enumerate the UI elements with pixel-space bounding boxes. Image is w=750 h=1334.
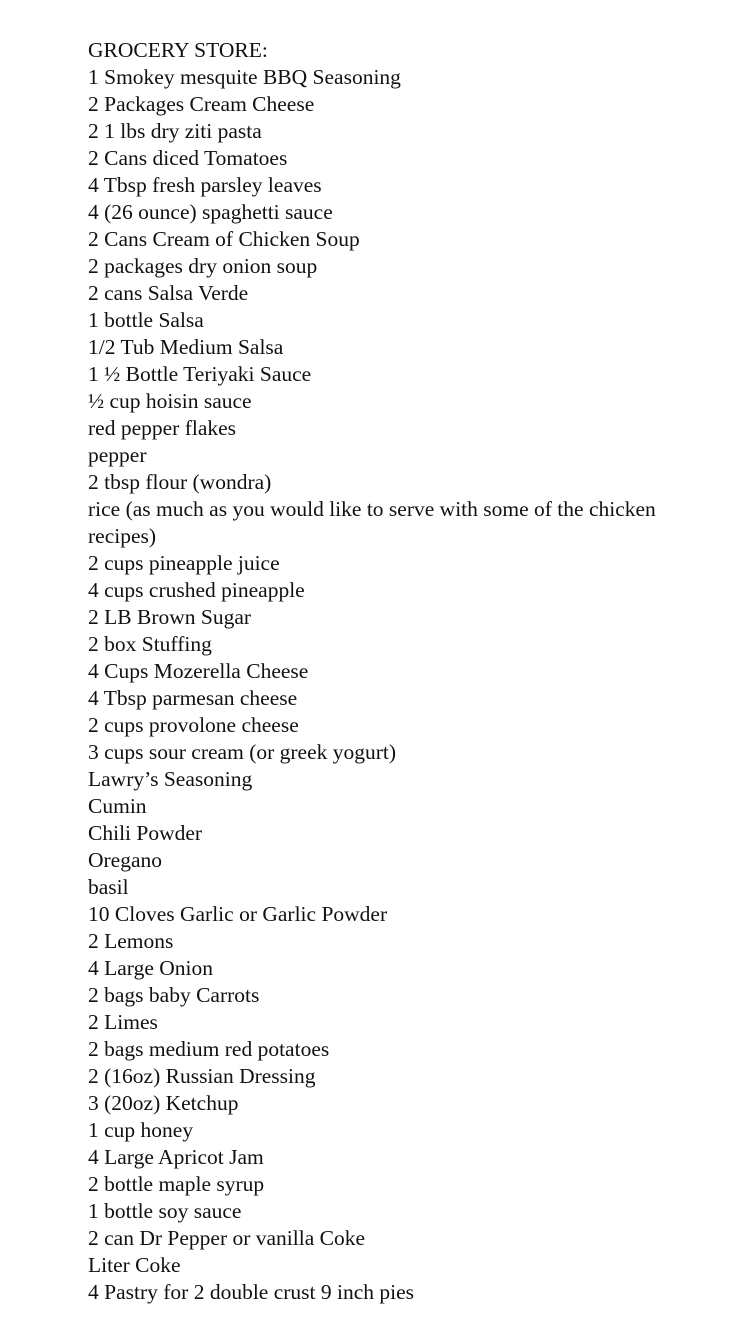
list-item: 2 (16oz) Russian Dressing: [88, 1064, 316, 1088]
list-item: 2 LB Brown Sugar: [88, 605, 252, 629]
list-item: ½ cup hoisin sauce: [88, 389, 252, 413]
list-item: Cumin: [88, 794, 147, 818]
list-heading: GROCERY STORE:: [88, 38, 268, 62]
list-item: pepper: [88, 443, 147, 467]
grocery-list-document: [88, 37, 688, 1306]
list-item: 2 tbsp flour (wondra): [88, 470, 272, 494]
list-item: 10 Cloves Garlic or Garlic Powder: [88, 902, 388, 926]
list-item: 2 Packages Cream Cheese: [88, 92, 315, 116]
list-item: 4 Tbsp fresh parsley leaves: [88, 173, 322, 197]
list-item: 2 packages dry onion soup: [88, 254, 318, 278]
grocery-items: [88, 64, 688, 1306]
list-item: 2 Cans Cream of Chicken Soup: [88, 227, 360, 251]
list-item: 1 bottle soy sauce: [88, 1199, 242, 1223]
list-item: 2 Limes: [88, 1010, 158, 1034]
list-item: 2 Cans diced Tomatoes: [88, 146, 288, 170]
list-item: 4 Large Apricot Jam: [88, 1145, 264, 1169]
list-item: 1 bottle Salsa: [88, 308, 204, 332]
list-item: 4 Large Onion: [88, 956, 213, 980]
list-item: red pepper flakes: [88, 416, 237, 440]
list-item: 2 cups provolone cheese: [88, 713, 299, 737]
list-item: 4 (26 ounce) spaghetti sauce: [88, 200, 333, 224]
list-item: 1 ½ Bottle Teriyaki Sauce: [88, 362, 312, 386]
list-item: 4 Tbsp parmesan cheese: [88, 686, 298, 710]
list-item: Oregano: [88, 848, 163, 872]
list-item: 2 bags medium red potatoes: [88, 1037, 330, 1061]
list-item: 2 Lemons: [88, 929, 174, 953]
list-item: 2 box Stuffing: [88, 632, 212, 656]
list-item: 1 cup honey: [88, 1118, 194, 1142]
list-item: 2 cups pineapple juice: [88, 551, 280, 575]
list-item: 2 bags baby Carrots: [88, 983, 260, 1007]
list-item: 4 Pastry for 2 double crust 9 inch pies: [88, 1280, 415, 1304]
list-item: rice (as much as you would like to serve with some of the chicken recipes): [88, 497, 656, 548]
list-item: 4 Cups Mozerella Cheese: [88, 659, 309, 683]
list-item: 2 can Dr Pepper or vanilla Coke: [88, 1226, 366, 1250]
list-item: 4 cups crushed pineapple: [88, 578, 305, 602]
list-item: 3 cups sour cream (or greek yogurt): [88, 740, 397, 764]
list-item: Lawry’s Seasoning: [88, 767, 253, 791]
list-item: 2 cans Salsa Verde: [88, 281, 249, 305]
list-item: 2 bottle maple syrup: [88, 1172, 265, 1196]
list-item: Liter Coke: [88, 1253, 181, 1277]
list-item: 2 1 lbs dry ziti pasta: [88, 119, 262, 143]
list-item: 1 Smokey mesquite BBQ Seasoning: [88, 65, 401, 89]
list-item: Chili Powder: [88, 821, 203, 845]
list-item: 1/2 Tub Medium Salsa: [88, 335, 284, 359]
list-item: 3 (20oz) Ketchup: [88, 1091, 239, 1115]
list-item: basil: [88, 875, 129, 899]
